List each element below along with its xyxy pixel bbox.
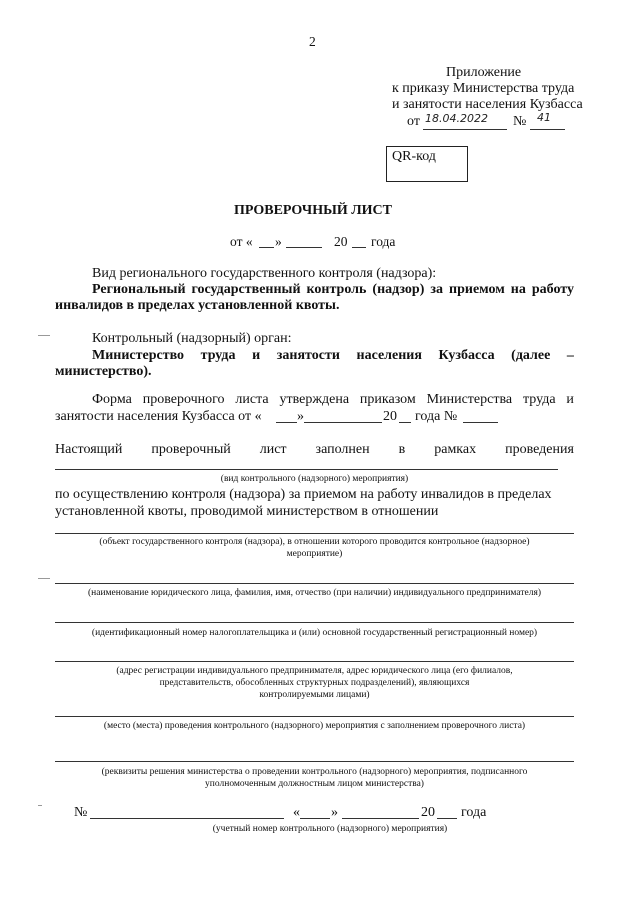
account-day-blank [300,818,330,819]
scan-mark [38,805,42,806]
address-caption-3: контролируемыми лицами) [259,690,370,700]
date-year-prefix: 20 [334,234,348,249]
control-type-value-line2: инвалидов в пределах установленной квоты. [55,298,340,313]
form-close-quote: » [297,409,304,424]
control-type-value-line1 [92,281,574,298]
address-caption-1: (адрес регистрации индивидуального предпринимателя, адрес юридического лица (его филиалов, [116,666,513,676]
form-year-suffix: года № [415,409,458,424]
decision-caption-2: уполномоченным должностным лицом министерства) [205,779,424,789]
account-number-blank [90,818,284,819]
word: проверочный [151,442,231,457]
word: рамках [434,442,477,457]
event-type-line [55,469,558,470]
word: и [566,392,574,407]
object-caption-1: (объект государственного контроля (надзора), в отношении которого проводится контрольное (надзорное) [99,537,530,547]
page-number: 2 [309,34,316,49]
appendix-date-underline [423,129,507,130]
appendix-line-1: к приказу Министерства труда [392,81,575,96]
filled-line1 [55,441,574,458]
word: лист [259,442,287,457]
date-year-suffix: года [371,234,396,249]
account-no-label: № [74,805,88,820]
word: утверждена [279,392,350,407]
word: занятости [276,348,340,363]
form-number-blank [463,422,498,423]
word: заполнен [315,442,370,457]
filled-line3: установленной квоты, проводимой министерством в отношении [55,504,439,519]
address-line [55,661,574,662]
word: контроль [306,282,367,297]
event-type-caption: (вид контрольного (надзорного) мероприятия) [220,474,409,484]
object-line [55,533,574,534]
place-line [55,716,574,717]
authority-label: Контрольный (надзорный) орган: [92,331,292,346]
account-quote-open: « [293,805,300,820]
word: (далее [511,348,551,363]
address-caption-2: представительств, обособленных структурных подразделений), являющихся [159,678,470,688]
control-type-label: Вид регионального государственного контроля (надзора): [92,266,437,281]
account-year-blank [437,818,457,819]
name-line [55,583,574,584]
word: приказом [359,392,416,407]
form-year-prefix: 20 [383,409,397,424]
document-title: ПРОВЕРОЧНЫЙ ЛИСТ [234,203,393,218]
qr-code-label: QR-код [392,149,436,164]
appendix-number-handwritten: 41 [537,111,551,124]
name-caption: (наименование юридического лица, фамилия, имя, отчество (при наличии) индивидуального предпринимателя) [88,588,541,598]
place-caption: (место (места) проведения контрольного (надзорного) мероприятия с заполнением проверочного листа) [103,721,526,731]
word: Министерства [426,392,513,407]
account-year-suffix: года [461,805,487,820]
date-year-blank [352,247,366,248]
decision-line [55,761,574,762]
filled-line2: по осуществлению контроля (надзора) за приемом на работу инвалидов в пределах [55,487,552,502]
word: приемом [449,282,505,297]
word: населения [356,348,422,363]
appendix-from-label: от [407,114,420,129]
appendix-number-label: № [513,114,527,129]
word: работу [531,282,574,297]
authority-value-line1 [92,347,574,364]
date-close-quote: » [275,234,282,249]
word: (надзор) [372,282,425,297]
word: в [398,442,406,457]
inn-line [55,622,574,623]
account-caption: (учетный номер контрольного (надзорного) мероприятия) [212,824,448,834]
form-day-blank [276,422,297,423]
authority-value-line2: министерство). [55,364,152,379]
appendix-number-underline [530,129,565,130]
word: листа [235,392,269,407]
form-month-blank [304,422,382,423]
word: проверочного [142,392,225,407]
word: Кузбасса [438,348,495,363]
word: государственный [191,282,301,297]
account-month-blank [342,818,419,819]
appendix-title: Приложение [446,65,522,80]
appendix-date-handwritten: 18.04.2022 [425,112,488,125]
scan-mark [38,335,50,336]
date-month-blank [286,247,322,248]
word: на [510,282,526,297]
word: Министерство [92,348,185,363]
form-year-blank [399,422,411,423]
decision-caption-1: (реквизиты решения министерства о проведении контрольного (надзорного) мероприятия, подписанного [101,767,528,777]
form-approval-line1 [92,391,574,408]
scan-mark [38,578,50,579]
word: за [430,282,444,297]
account-quote-close: » [331,805,338,820]
word: проведения [505,442,574,457]
date-from-label: от « [230,234,253,249]
word: – [566,348,574,363]
word: Настоящий [55,442,123,457]
qr-code-box [386,146,468,182]
word: Региональный [92,282,186,297]
form-approval-line2-start: занятости населения Кузбасса от « [55,409,262,424]
word: труда [200,348,236,363]
account-year-prefix: 20 [421,805,435,820]
appendix-line-2: и занятости населения Кузбасса [392,97,583,112]
date-day-blank [259,247,274,248]
word: и [252,348,261,363]
object-caption-2: мероприятие) [286,549,343,559]
inn-caption: (идентификационный номер налогоплательщика и (или) основной государственный регистрационный номер) [91,628,538,638]
word: труда [522,392,556,407]
word: Форма [92,392,132,407]
